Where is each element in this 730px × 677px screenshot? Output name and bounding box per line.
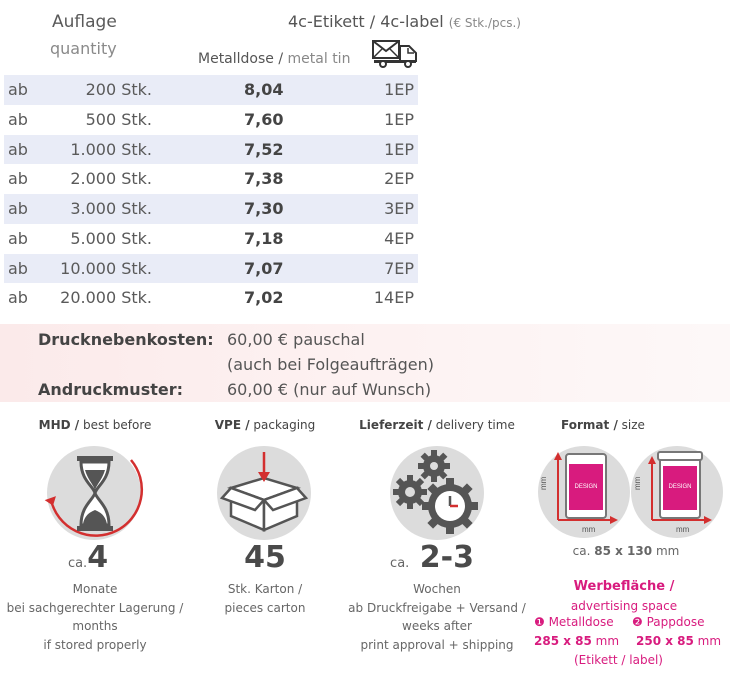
row-prefix: ab [8,258,28,278]
label-unit: (€ Stk./pcs.) [448,16,521,30]
mhd-line2: bei sachgerechter Lagerung / [6,600,184,615]
label-header [288,12,521,31]
format-size-prefix: ca. [572,544,591,558]
wf-en: advertising space [570,598,678,613]
andruck-value: 60,00 € (nur auf Wunsch) [227,380,432,399]
table-row [4,283,418,313]
format-size-value: 85 x 130 [594,544,653,558]
vpe-text [225,580,306,617]
delivery-title-de: Lieferzeit / [359,418,432,432]
mhd-title-de: MHD / [38,418,80,432]
etikett-note: (Etikett / label) [574,653,663,667]
delivery-value [390,540,474,575]
row-ep: 2EP [384,169,414,189]
row-quantity: 2.000 Stk. [70,169,152,189]
table-row [4,75,418,105]
mhd-ca: ca. [67,556,88,571]
mhd-text [7,580,184,654]
delivery-truck-envelope-icon [372,38,418,68]
row-quantity: 1.000 Stk. [70,139,152,159]
row-ep: 1EP [384,80,414,99]
row-ep: 4EP [384,228,414,248]
opt2-size-unit: mm [697,634,722,648]
row-ep: 14EP [373,288,414,308]
table-row [4,135,418,165]
format-size-unit: mm [655,544,680,558]
mhd-line3: months [72,619,118,633]
delivery-line1: Wochen [413,582,461,596]
row-prefix: ab [8,139,28,159]
opt1-size-unit: mm [595,634,620,648]
table-row [4,105,418,135]
format-size [573,542,680,561]
row-prefix: ab [8,228,28,248]
format-title [561,418,645,432]
opt1-label: ❶ Metalldose [534,615,614,629]
row-quantity: 200 Stk. [85,80,152,99]
row-price: 8,04 [244,80,284,99]
price-table [4,75,418,313]
delivery-title [359,418,515,432]
table-row [4,254,418,284]
delivery-line2: ab Druckfreigabe + Versand / [348,600,526,615]
wf-title: Werbefläche / [573,579,675,594]
row-price: 7,52 [244,139,284,159]
row-price: 7,38 [244,169,284,189]
box-icon [217,446,311,540]
metal-tin-text: metal tin [287,51,351,67]
delivery-line3: weeks after [402,619,472,633]
table-row [4,164,418,194]
delivery-line4: print approval + shipping [360,637,514,652]
druck-label: Drucknebenkosten: [38,330,214,349]
format-title-de: Format / [561,418,618,432]
design-label-1: DESIGN [574,484,598,490]
delivery-ca: ca. [390,556,410,571]
table-row [4,224,418,254]
row-ep: 3EP [384,199,414,218]
vpe-title-de: VPE / [214,418,250,432]
vpe-title [215,418,316,432]
opt2-label: ❷ Pappdose [632,615,705,629]
row-price: 7,60 [244,109,284,129]
metalldose-text: Metalldose / [198,51,284,67]
row-quantity: 20.000 Stk. [60,288,152,308]
mhd-line1: Monate [72,582,118,596]
row-prefix: ab [8,288,28,308]
opt1-size-value: 285 x 85 [534,634,592,648]
mhd-title-en: best before [82,418,152,432]
design-label-2: DESIGN [668,484,692,490]
mm-h-1: mm [582,525,596,534]
vpe-value: 45 [244,540,286,575]
row-price: 7,02 [244,288,284,308]
mhd-number: 4 [87,540,109,575]
row-quantity: 500 Stk. [85,109,152,129]
row-prefix: ab [8,109,28,129]
gears-clock-icon [386,440,488,544]
delivery-title-en: delivery time [435,418,515,432]
mm-h-2: mm [676,525,690,534]
druck-note: (auch bei Folgeaufträgen) [227,355,434,374]
row-ep: 7EP [384,258,414,278]
row-price: 7,18 [244,228,284,248]
row-prefix: ab [8,199,28,218]
mm-v-2: mm [633,476,642,490]
row-quantity: 5.000 Stk. [70,228,152,248]
row-prefix: ab [8,169,28,189]
vpe-title-en: packaging [253,418,316,432]
metal-tin-header [198,51,350,67]
delivery-text [348,580,526,654]
vpe-line1: Stk. Karton / [227,582,303,596]
delivery-number: 2-3 [419,540,474,575]
table-row [4,194,418,224]
row-price: 7,30 [244,199,284,218]
mhd-title [39,418,152,432]
row-price: 7,07 [244,258,284,278]
can-format-icon [536,440,726,540]
opt1-size [534,634,619,648]
row-ep: 1EP [384,139,414,159]
opt2-size-value: 250 x 85 [636,634,694,648]
mhd-line4: if stored properly [43,637,147,652]
vpe-line2: pieces carton [224,600,306,615]
mm-v-1: mm [539,476,548,490]
andruck-label: Andruckmuster: [38,380,184,399]
druck-value: 60,00 € pauschal [227,330,365,349]
row-prefix: ab [8,80,28,99]
row-quantity: 3.000 Stk. [70,199,152,218]
mhd-value [68,540,108,575]
quantity-header: quantity [50,39,117,58]
hourglass-icon [33,440,158,548]
auflage-header: Auflage [52,12,117,32]
row-ep: 1EP [384,109,414,129]
format-title-en: size [621,418,645,432]
advertising-space [571,577,677,615]
opt2-size [636,634,721,648]
label-header-text: 4c-Etikett / 4c-label [288,12,444,31]
row-quantity: 10.000 Stk. [60,258,152,278]
